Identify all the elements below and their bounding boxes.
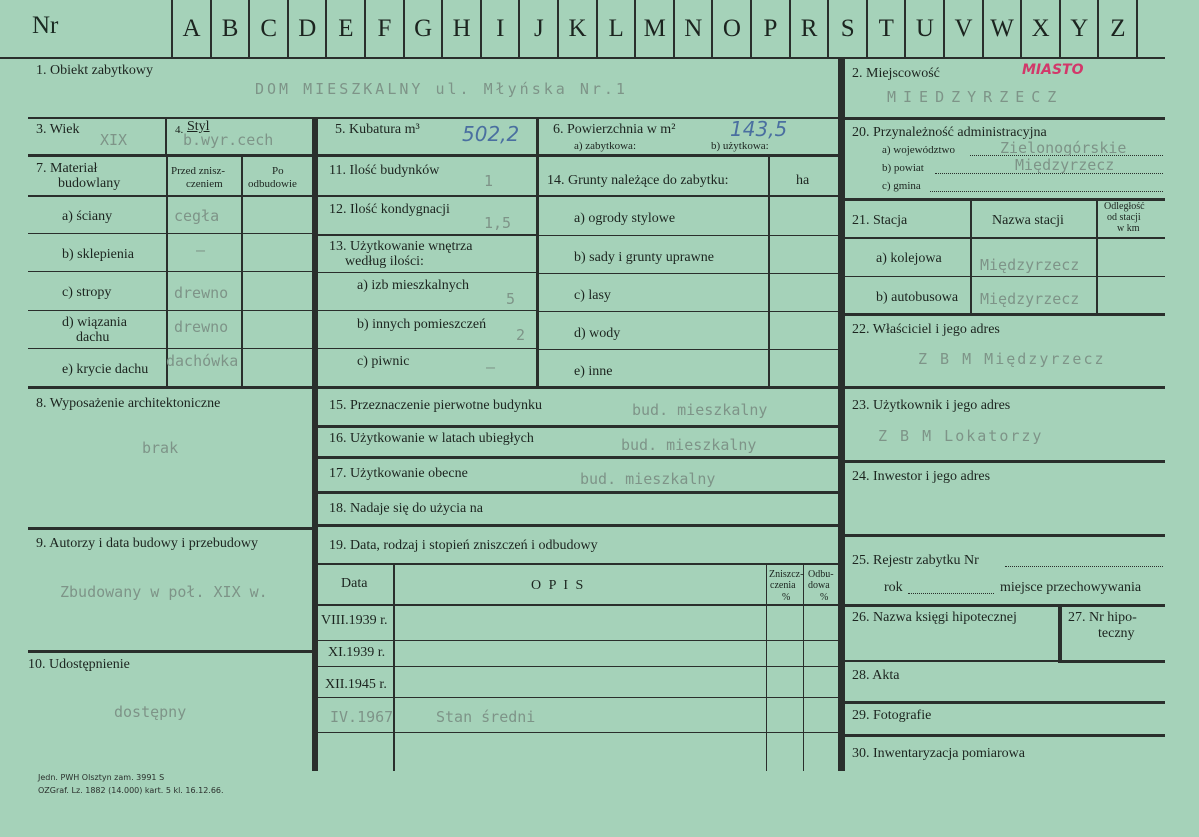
nr-label: Nr	[32, 12, 59, 39]
rule	[316, 524, 842, 527]
rule	[28, 154, 842, 157]
rule	[316, 456, 842, 459]
letter-cell-p: P	[763, 15, 778, 42]
rule	[1096, 199, 1098, 314]
rule	[538, 311, 840, 312]
letter-cell-a: A	[182, 15, 201, 42]
field-6a-label: a) zabytkowa:	[574, 140, 636, 152]
field-19-row1-date: VIII.1939 r.	[321, 613, 388, 628]
field-19-row4-opis: Stan średni	[436, 708, 536, 726]
footer-line-1: Jedn. PWH Olsztyn zam. 3991 S	[38, 773, 165, 782]
letter-cell-j: J	[534, 15, 544, 42]
field-9-label: 9. Autorzy i data budowy i przebudowy	[36, 536, 259, 551]
field-20b-value: Międzyrzecz	[1015, 156, 1115, 174]
rule	[845, 386, 1165, 389]
field-2-label: 2. Miejscowość	[852, 66, 940, 81]
rule	[845, 701, 1165, 704]
rule	[316, 348, 538, 349]
field-19-label: 19. Data, rodzaj i stopień zniszczeń i odbudowy	[329, 538, 598, 553]
field-28-label: 28. Akta	[852, 668, 900, 683]
field-1-label: 1. Obiekt zabytkowy	[36, 63, 154, 78]
field-7-col-after: Po	[272, 165, 284, 177]
field-16-label: 16. Użytkowanie w latach ubiegłych	[329, 431, 534, 446]
field-14-label: 14. Grunty należące do zabytku:	[547, 173, 729, 188]
rule	[538, 195, 840, 197]
field-21a-label: a) kolejowa	[876, 251, 942, 266]
field-13b-value: 2	[516, 326, 526, 344]
field-11-value: 1	[484, 172, 494, 190]
field-19-col-od-3: %	[820, 592, 829, 603]
field-7d-value: drewno	[174, 318, 229, 336]
field-7e-value: dachówka	[166, 352, 239, 370]
field-19-col-date: Data	[341, 576, 368, 591]
rule	[316, 272, 538, 273]
rule	[538, 235, 840, 236]
field-9-value: Zbudowany w poł. XIX w.	[60, 583, 268, 601]
field-13a-label: a) izb mieszkalnych	[357, 278, 469, 293]
field-22-value: Z B M Międzyrzecz	[918, 350, 1106, 368]
field-7a-value: cegła	[174, 207, 220, 225]
rule	[845, 604, 1165, 607]
letter-cell-z: Z	[1110, 15, 1126, 42]
field-13-label-2: według ilości:	[345, 254, 424, 269]
field-20c-line	[930, 191, 1163, 192]
field-7d-label-2: dachu	[76, 330, 110, 345]
letter-cell-y: Y	[1070, 15, 1089, 42]
rule	[28, 195, 315, 197]
field-14-unit: ha	[796, 173, 810, 188]
field-4-label: Styl	[187, 119, 210, 134]
field-19-col-opis: O P I S	[531, 578, 586, 593]
rule	[316, 234, 538, 236]
letter-cell-n: N	[684, 15, 703, 42]
letter-cell-i: I	[496, 15, 505, 42]
field-7b-label: b) sklepienia	[62, 247, 134, 262]
field-13c-label: c) piwnic	[357, 354, 410, 369]
rule	[768, 155, 770, 387]
field-19-col-od: Odbu-	[808, 569, 834, 580]
rule	[316, 195, 538, 197]
rule	[28, 233, 315, 234]
field-30-label: 30. Inwentaryzacja pomiarowa	[852, 746, 1025, 761]
field-7-label: 7. Materiał	[36, 161, 98, 176]
field-10-label: 10. Udostępnienie	[28, 657, 130, 672]
field-13c-value: –	[486, 358, 496, 376]
rule	[845, 460, 1165, 463]
rule	[28, 650, 315, 653]
letter-cell-f: F	[377, 15, 392, 42]
field-25-line	[1005, 566, 1163, 567]
field-4-value: b.wyr.cech	[183, 131, 274, 149]
rule	[393, 564, 395, 771]
letter-cell-m: M	[643, 15, 666, 42]
field-7d-label: d) wiązania	[62, 315, 127, 330]
rule	[803, 564, 804, 771]
rule	[1058, 604, 1062, 662]
field-21b-label: b) autobusowa	[876, 290, 959, 305]
field-8-value: brak	[142, 439, 179, 457]
field-20a-label: a) województwo	[882, 144, 956, 156]
rule	[845, 117, 1165, 120]
field-4-num: 4.	[175, 124, 184, 136]
rule	[316, 425, 842, 428]
field-19-col-zn: Zniszcz-	[769, 569, 804, 580]
field-14d-label: d) wody	[574, 326, 621, 341]
letter-cell-r: R	[800, 15, 818, 42]
field-19-col-zn-2: czenia	[770, 580, 796, 591]
footer-line-2: OZGraf. Lz. 1882 (14.000) kart. 5 kl. 16.12.66.	[38, 786, 224, 795]
field-7-col-before-2: czeniem	[186, 178, 223, 190]
field-17-label: 17. Użytkowanie obecne	[329, 466, 468, 481]
letter-cell-k: K	[568, 15, 587, 42]
field-6-label: 6. Powierzchnia w m²	[553, 122, 676, 137]
rule	[766, 564, 767, 771]
field-19-col-zn-3: %	[782, 592, 791, 603]
field-18-label: 18. Nadaje się do użycia na	[329, 501, 483, 516]
rule	[845, 237, 1165, 239]
rule	[538, 273, 840, 274]
field-21-col-dist-3: w km	[1117, 223, 1140, 234]
rule	[970, 199, 972, 314]
right-column-divider	[838, 57, 845, 771]
letter-cell-o: O	[722, 15, 741, 42]
field-24-label: 24. Inwestor i jego adres	[852, 469, 991, 484]
field-10-value: dostępny	[114, 703, 187, 721]
letter-cell-b: B	[221, 15, 239, 42]
field-15-value: bud. mieszkalny	[632, 401, 768, 419]
field-7c-label: c) stropy	[62, 285, 112, 300]
field-20c-label: c) gmina	[882, 180, 921, 192]
field-6-value: 143,5	[730, 117, 788, 141]
field-21-col-name: Nazwa stacji	[992, 213, 1064, 228]
letter-cell-g: G	[414, 15, 433, 42]
field-23-value: Z B M Lokatorzy	[878, 427, 1044, 445]
field-15-label: 15. Przeznaczenie pierwotne budynku	[329, 398, 543, 413]
rule	[1058, 660, 1165, 663]
field-25-rok: rok	[884, 580, 903, 595]
field-14b-label: b) sady i grunty uprawne	[574, 250, 714, 265]
letter-cell-s: S	[840, 15, 855, 42]
letter-cell-d: D	[298, 15, 317, 42]
field-29-label: 29. Fotografie	[852, 708, 932, 723]
rule	[28, 386, 842, 389]
field-21-col-dist: Odległość	[1104, 201, 1145, 212]
rule	[28, 527, 315, 530]
field-13a-value: 5	[506, 290, 516, 308]
letter-cell-t: T	[878, 15, 894, 42]
field-6b-label: b) użytkowa:	[711, 140, 769, 152]
field-21a-value: Międzyrzecz	[980, 256, 1080, 274]
field-25-miejsce: miejsce przechowywania	[1000, 580, 1142, 595]
rule	[845, 534, 1165, 537]
field-20a-value: Zielonogórskie	[1000, 139, 1127, 157]
rule	[845, 734, 1165, 737]
field-14a-label: a) ogrody stylowe	[574, 211, 676, 226]
rule	[28, 310, 315, 311]
field-12-label: 12. Ilość kondygnacji	[329, 202, 450, 217]
field-12-value: 1,5	[484, 214, 512, 232]
field-14c-label: c) lasy	[574, 288, 611, 303]
field-5-label: 5. Kubatura m³	[335, 122, 420, 137]
rule	[845, 660, 1059, 662]
field-16-value: bud. mieszkalny	[621, 436, 757, 454]
field-19-row2-date: XI.1939 r.	[328, 645, 386, 660]
field-13-label: 13. Użytkowanie wnętrza	[329, 239, 473, 254]
field-21-col-dist-2: od stacji	[1107, 212, 1141, 223]
field-2-value: MIEDZYRZECZ	[887, 88, 1064, 106]
field-7a-label: a) ściany	[62, 209, 113, 224]
field-3-value: XIX	[100, 131, 128, 149]
field-1-value: DOM MIESZKALNY ul. Młyńska Nr.1	[255, 80, 628, 98]
field-3-label: 3. Wiek	[36, 122, 80, 137]
field-19-col-od-2: dowa	[808, 580, 830, 591]
field-21-label: 21. Stacja	[852, 213, 908, 228]
rule	[316, 310, 538, 311]
field-27-label-2: teczny	[1098, 626, 1135, 641]
field-22-label: 22. Właściciel i jego adres	[852, 322, 1000, 337]
field-19-row4-date: IV.1967	[330, 708, 394, 726]
field-26-label: 26. Nazwa księgi hipotecznej	[852, 610, 1017, 625]
letter-cell-u: U	[915, 15, 934, 42]
rule	[316, 491, 842, 494]
field-25-label: 25. Rejestr zabytku Nr	[852, 553, 979, 568]
field-8-label: 8. Wyposażenie architektoniczne	[36, 396, 221, 411]
letter-divider	[1136, 0, 1138, 58]
field-7e-label: e) krycie dachu	[62, 362, 149, 377]
field-21b-value: Międzyrzecz	[980, 290, 1080, 308]
field-23-label: 23. Użytkownik i jego adres	[852, 398, 1011, 413]
field-14e-label: e) inne	[574, 364, 613, 379]
field-17-value: bud. mieszkalny	[580, 470, 716, 488]
letter-cell-c: C	[260, 15, 278, 42]
rule	[845, 276, 1165, 277]
letter-cell-h: H	[452, 15, 471, 42]
field-7-col-before: Przed znisz-	[171, 165, 226, 177]
field-25-rok-line	[908, 593, 994, 594]
rule	[28, 271, 315, 272]
letter-cell-e: E	[338, 15, 354, 42]
field-20-label: 20. Przynależność administracyjna	[852, 125, 1047, 140]
miasto-stamp: MIASTO	[1022, 62, 1084, 78]
letter-cell-l: L	[608, 15, 624, 42]
field-11-label: 11. Ilość budynków	[329, 163, 440, 178]
field-20b-label: b) powiat	[882, 162, 924, 174]
field-27-label: 27. Nr hipo-	[1068, 610, 1137, 625]
letter-cell-x: X	[1031, 15, 1050, 42]
field-13b-label: b) innych pomieszczeń	[357, 317, 487, 332]
left-column-divider	[312, 117, 318, 771]
rule	[538, 349, 840, 350]
field-7-col-after-2: odbudowie	[248, 178, 297, 190]
field-19-row3-date: XII.1945 r.	[325, 677, 387, 692]
rule	[165, 117, 167, 155]
rule	[28, 348, 315, 349]
letter-cell-v: V	[954, 15, 973, 42]
letter-cell-w: W	[990, 15, 1014, 42]
field-5-value: 502,2	[462, 122, 520, 146]
field-7-label-2: budowlany	[58, 176, 121, 191]
field-7c-value: drewno	[174, 284, 229, 302]
rule	[28, 117, 842, 119]
rule	[845, 313, 1165, 316]
field-7b-value: –	[196, 241, 206, 259]
